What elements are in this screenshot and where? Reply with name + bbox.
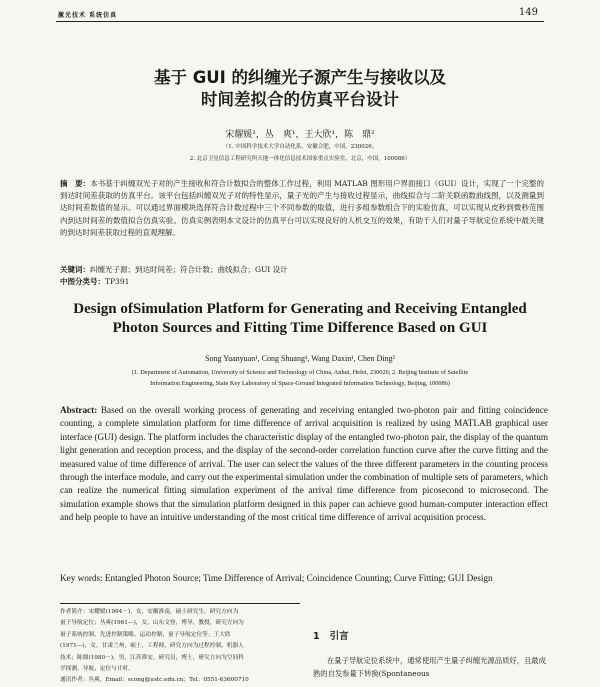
chinese-classification-text: TP391 xyxy=(105,277,130,286)
english-abstract-label: Abstract: xyxy=(60,405,98,415)
footnote-line: 学探测、导航、定位与计时。 xyxy=(60,666,134,673)
chinese-authors: 宋耀媛¹，丛 爽¹，王大欣¹，陈 鼎² xyxy=(225,130,375,140)
chinese-title-line-1: 基于 GUI 的纠缠光子源产生与接收以及 xyxy=(153,68,447,87)
english-abstract-text: Based on the overall working process of generating and receiving entangled two-photon pair and fitting coincidence counting, a complete simulation platform for time difference of arrival acquisition is realized by using MATLAB graphical user interface (GUI) design. The platform includes the characteristic display of the entangled two-photon pair, the display of the quantum light generation and reception process, and the display of the second-order correlation function curve after the curve fitting and the measured value of time difference of arrival. The user can select the values of the three different parameters in the counting process through the interface module, and carry out the experimental simulation under the combination of multiple sets of parameters, which can realize the numerical fitting simulation experiment of the arrival time difference from picosecond to microsecond. The simulation example shows that the simulation platform designed in this paper can achieve good human-computer interaction effect and help people to have an intuitive understanding of the most critical time difference of arrival acquisition process. xyxy=(60,405,549,523)
section-number: 1 xyxy=(313,631,320,642)
footnote-line: 作者简介：宋耀媛(1994－)，女，安徽淮南，硕士研究生，研究方向为 xyxy=(60,609,239,615)
chinese-title-line-2: 时间差拟合的仿真平台设计 xyxy=(201,90,399,109)
chinese-abstract-text: 本书基于纠缠双光子对的产生接收和符合计数拟合的整体工作过程，利用 MATLAB 图形用户界面接口（GUI）设计，实现了一个完整的到达时间差获取的仿真平台。该平台包括纠缠双光子对的特性显示，量子光的产生与接收过程显示，曲线拟合与二阶关联函数曲线图，以及测量到达时间差数值的显示。可以通过界面模块选择符合计数过程中三个不同参数的取值，进行多组参数组合下的实验仿真，可以实现从皮秒到微秒范围内到达时间差的数值拟合仿真实验。仿真实例表明本文设计的仿真平台可以实现良好的人机交互的效果，有助于人们对量子导航定位系统中最关键的到达时间差获取过程的直观理解。 xyxy=(60,179,545,237)
author-footnote xyxy=(60,607,300,687)
english-affiliation-2: Information Engineering, State Key Laboratory of Space-Ground Integrated Information Technology, Beijing, 100086) xyxy=(150,380,450,387)
footnote-line: 量子系统控制、先进控制策略、运动控制、量子导航定位等；王大欣 xyxy=(60,631,231,638)
chinese-keywords xyxy=(60,264,544,275)
english-authors: Song Yuanyuan¹, Cong Shuang¹, Wang Daxin¹, Chen Ding² xyxy=(205,354,395,363)
chinese-keywords-text: 纠缠光子源；到达时间差；符合计数；曲线拟合；GUI 设计 xyxy=(90,265,288,274)
chinese-keywords-label: 关键词： xyxy=(60,265,90,274)
chinese-affiliation-1: （1. 中国科学技术大学自动化系，安徽合肥，中国，230026； xyxy=(222,144,378,150)
footnote-line: 量子导航定位；丛爽(1961—)，女，山东文登，博导，教授，研究方向为 xyxy=(60,620,244,627)
journal-header: 激光技术 系统仿真 xyxy=(58,12,118,19)
header-rule xyxy=(56,21,544,22)
chinese-classification xyxy=(60,276,544,287)
english-keywords-text: Entangled Photon Source; Time Difference of Arrival; Coincidence Counting; Curve Fitting; GUI Design xyxy=(104,573,493,583)
english-title-line-1: Design ofSimulation Platform for Generating and Receiving Entangled xyxy=(73,301,527,317)
english-affiliation-1: (1. Department of Automation, University of Science and Technology of China, Anhui, Hefei, 230026; 2. Beijing Institute of Satellite xyxy=(131,369,469,376)
english-title-line-2: Photon Sources and Fitting Time Difference Based on GUI xyxy=(112,320,488,336)
footnote-line: 技术；陈鼎(1980－)，男，江苏淮安，研究员，博士，研究方向为空间科 xyxy=(60,654,244,661)
footnote-line: (1971—)，女，甘肃兰州，硕士，工程师，研究方向为过程控制、机器人 xyxy=(60,643,244,650)
chinese-affiliation-2: 2. 北京卫星信息工程研究所天地一体化信息技术国家重点实验室，北京，中国，100086） xyxy=(189,156,411,162)
english-keywords xyxy=(60,572,548,585)
english-keywords-label: Key words: xyxy=(60,573,103,583)
page-number: 149 xyxy=(518,7,538,18)
chinese-abstract xyxy=(60,178,544,239)
chinese-classification-label: 中图分类号： xyxy=(60,277,105,286)
chinese-abstract-label: 摘 要： xyxy=(60,179,91,188)
footnote-rule xyxy=(60,603,300,604)
section-title: 引言 xyxy=(329,631,349,642)
english-abstract xyxy=(60,404,548,525)
footnote-line: 通讯作者：丛爽，Email：scong@ustc.edu.cn；Tel：0551-63600710 xyxy=(60,677,249,684)
intro-paragraph: 在量子导航定位系统中，通常使用产生量子纠缠光源品质好，且最成熟的自发参量下转换(Spontaneous xyxy=(313,656,546,678)
section-heading xyxy=(313,628,349,642)
